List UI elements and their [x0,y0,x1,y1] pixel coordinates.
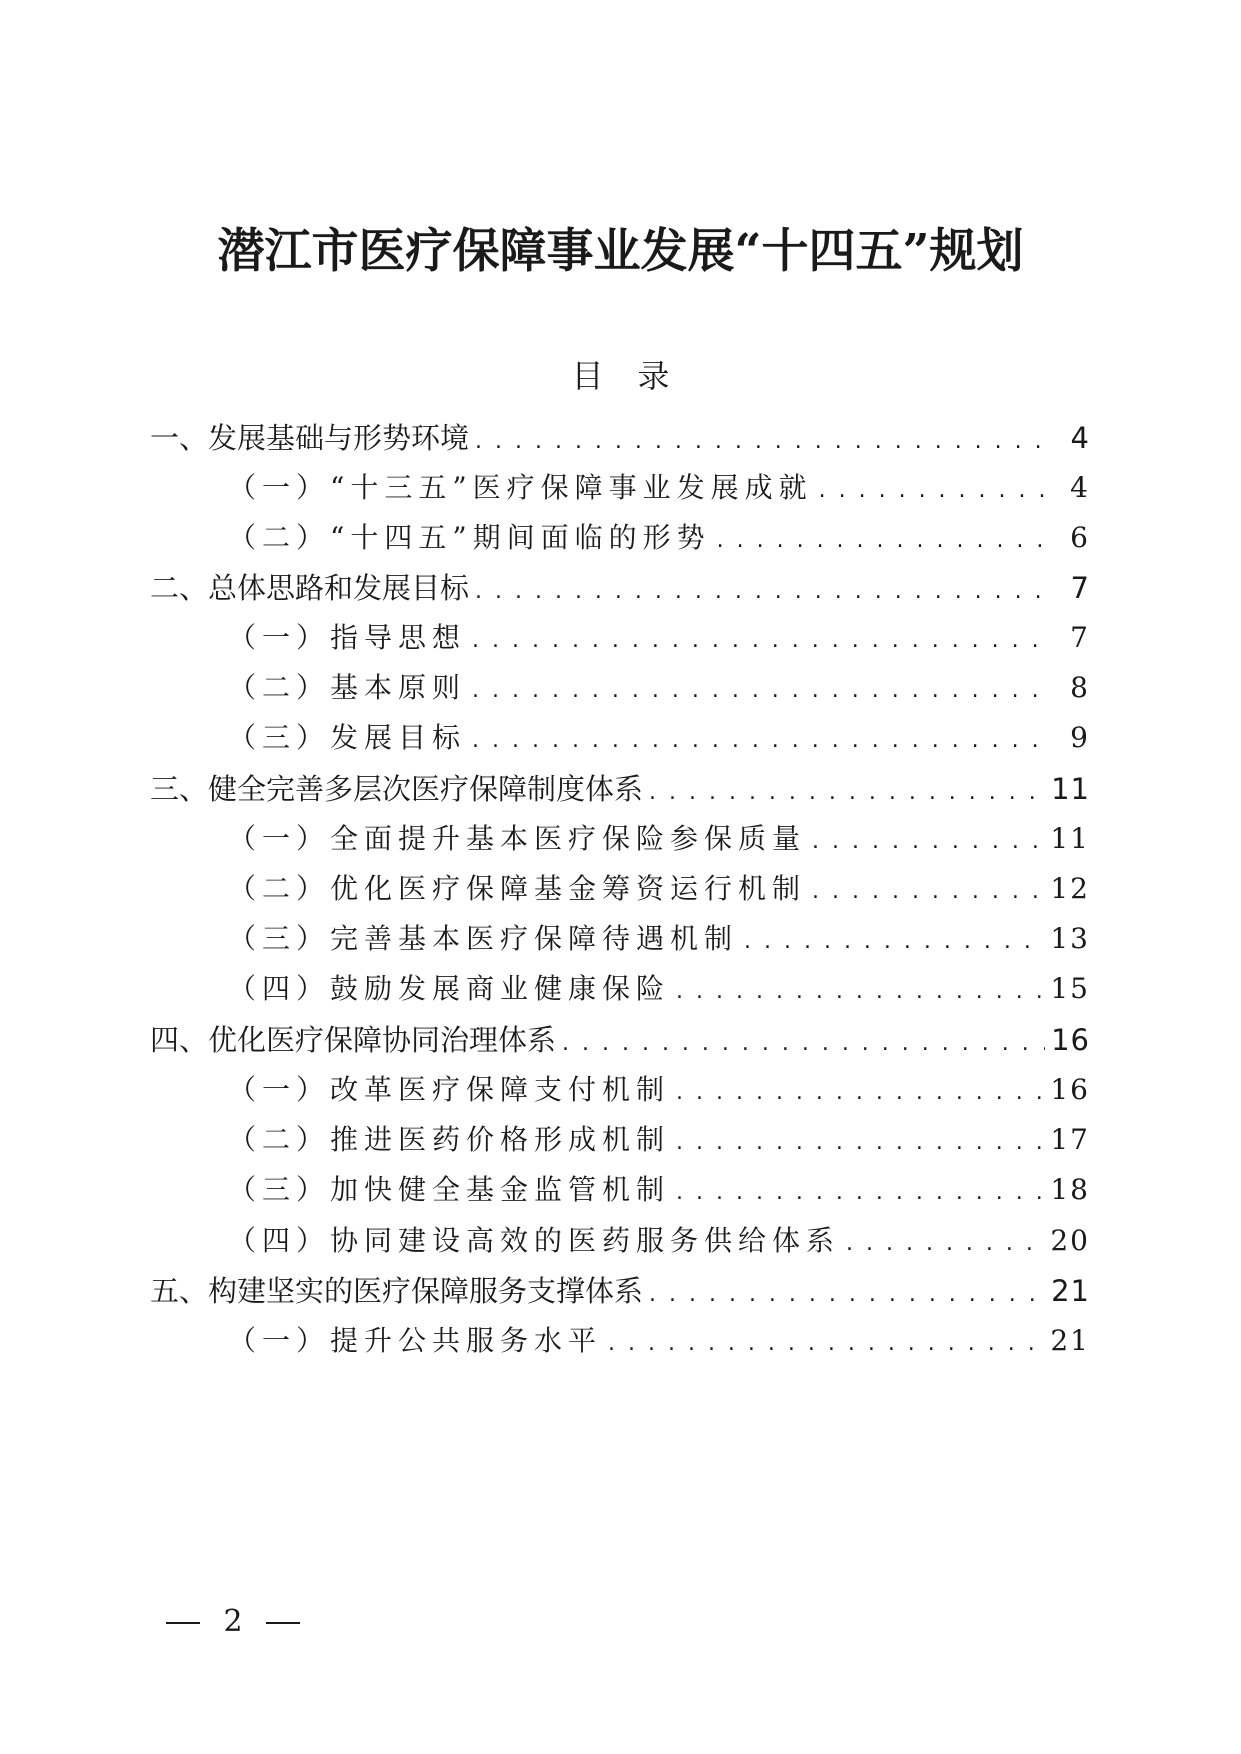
toc-page-number: 16 [1050,1073,1090,1106]
toc-entry-label: 三、健全完善多层次医疗保障制度体系 [150,772,644,806]
toc-page-number: 17 [1050,1123,1090,1156]
toc-dot-leader [676,1117,1044,1166]
toc-dot-leader [812,816,1044,865]
toc-page-number: 12 [1050,872,1090,905]
toc-entry-subsection[interactable] [228,1167,1090,1213]
toc-dot-leader [846,1218,1044,1267]
toc-entry-subsection[interactable] [228,515,1090,561]
toc-dot-leader [649,1268,1045,1318]
toc-page-number: 13 [1050,922,1090,955]
toc-page-number: 21 [1051,1274,1090,1308]
toc-dot-leader [744,916,1044,965]
toc-entry-subsection[interactable] [228,816,1090,862]
toc-entry-subsection[interactable] [228,1067,1090,1113]
toc-entry-label: （四）协同建设高效的医药服务供给体系 [228,1224,841,1257]
toc-page-number: 16 [1051,1023,1090,1057]
toc-page-number: 21 [1050,1324,1090,1357]
toc-entry-subsection[interactable] [228,916,1090,962]
toc-entry-label: （一）全面提升基本医疗保险参保质量 [228,822,807,855]
toc-entry-label: （四）鼓励发展商业健康保险 [228,972,671,1005]
page-number: 2 [223,1604,243,1639]
toc-dot-leader [562,1017,1045,1067]
toc-page-number: 6 [1070,521,1090,554]
toc-page-number: 7 [1070,571,1090,605]
toc-entry-label: （二）基本原则 [228,671,467,704]
toc-page-number: 15 [1050,972,1090,1005]
toc-entry-label: （一）“十三五”医疗保障事业发展成就 [228,471,813,504]
toc-page-number: 4 [1070,471,1090,504]
toc-entry-subsection[interactable] [228,1218,1090,1264]
footer-dash-right [266,1622,300,1624]
toc-page-number: 9 [1070,721,1090,754]
toc-entry-section-4[interactable] [150,1017,1090,1063]
toc-entry-label: 二、总体思路和发展目标 [150,571,470,605]
toc-entry-section-1[interactable] [150,415,1090,461]
page-footer [166,1602,300,1642]
toc-page-number: 20 [1050,1224,1090,1257]
toc-entry-label: （二）优化医疗保障基金筹资运行机制 [228,872,807,905]
toc-entry-label: （二）推进医药价格形成机制 [228,1123,671,1156]
toc-entry-section-2[interactable] [150,565,1090,611]
toc-entry-label: 四、优化医疗保障协同治理体系 [150,1023,557,1057]
toc-entry-section-3[interactable] [150,766,1090,812]
toc-dot-leader [676,1167,1044,1216]
toc-entry-subsection[interactable] [228,1117,1090,1163]
toc-dot-leader [472,715,1054,764]
toc-dot-leader [649,766,1045,816]
toc-entry-subsection[interactable] [228,966,1090,1012]
toc-heading: 目录 [571,357,704,395]
toc-entry-label: （二）“十四五”期间面临的形势 [228,521,711,554]
toc-page-number: 18 [1050,1173,1090,1206]
toc-dot-leader [472,615,1054,664]
toc-dot-leader [608,1318,1044,1367]
toc-dot-leader [819,465,1054,514]
toc-entry-label: （一）指导思想 [228,621,467,654]
toc-dot-leader [676,966,1044,1015]
toc-entry-label: （一）提升公共服务水平 [228,1324,603,1357]
toc-entry-label: （三）完善基本医疗保障待遇机制 [228,922,739,955]
toc-entry-label: （一）改革医疗保障支付机制 [228,1073,671,1106]
toc-entry-label: （三）发展目标 [228,721,467,754]
toc-entry-label: 五、构建坚实的医疗保障服务支撑体系 [150,1274,644,1308]
toc-dot-leader [472,665,1054,714]
toc-page-number: 4 [1070,421,1090,455]
toc-dot-leader [475,565,1054,615]
toc-page-number: 7 [1070,621,1090,654]
toc-entry-subsection[interactable] [228,665,1090,711]
footer-dash-left [166,1622,200,1624]
toc-entry-subsection[interactable] [228,715,1090,761]
toc-dot-leader [475,415,1054,465]
toc-dot-leader [717,515,1054,564]
toc-entry-subsection[interactable] [228,465,1090,511]
toc-entry-label: 一、发展基础与形势环境 [150,421,470,455]
toc-dot-leader [812,866,1044,915]
toc-page-number: 11 [1050,822,1090,855]
toc-entry-subsection[interactable] [228,1318,1090,1364]
document-title: 潜江市医疗保障事业发展“十四五”规划 [217,224,1024,279]
toc-page-number: 11 [1051,772,1090,806]
toc-entry-section-5[interactable] [150,1268,1090,1314]
toc-entry-label: （三）加快健全基金监管机制 [228,1173,671,1206]
toc-page-number: 8 [1070,671,1090,704]
toc-entry-subsection[interactable] [228,866,1090,912]
toc-entry-subsection[interactable] [228,615,1090,661]
toc-dot-leader [676,1067,1044,1116]
